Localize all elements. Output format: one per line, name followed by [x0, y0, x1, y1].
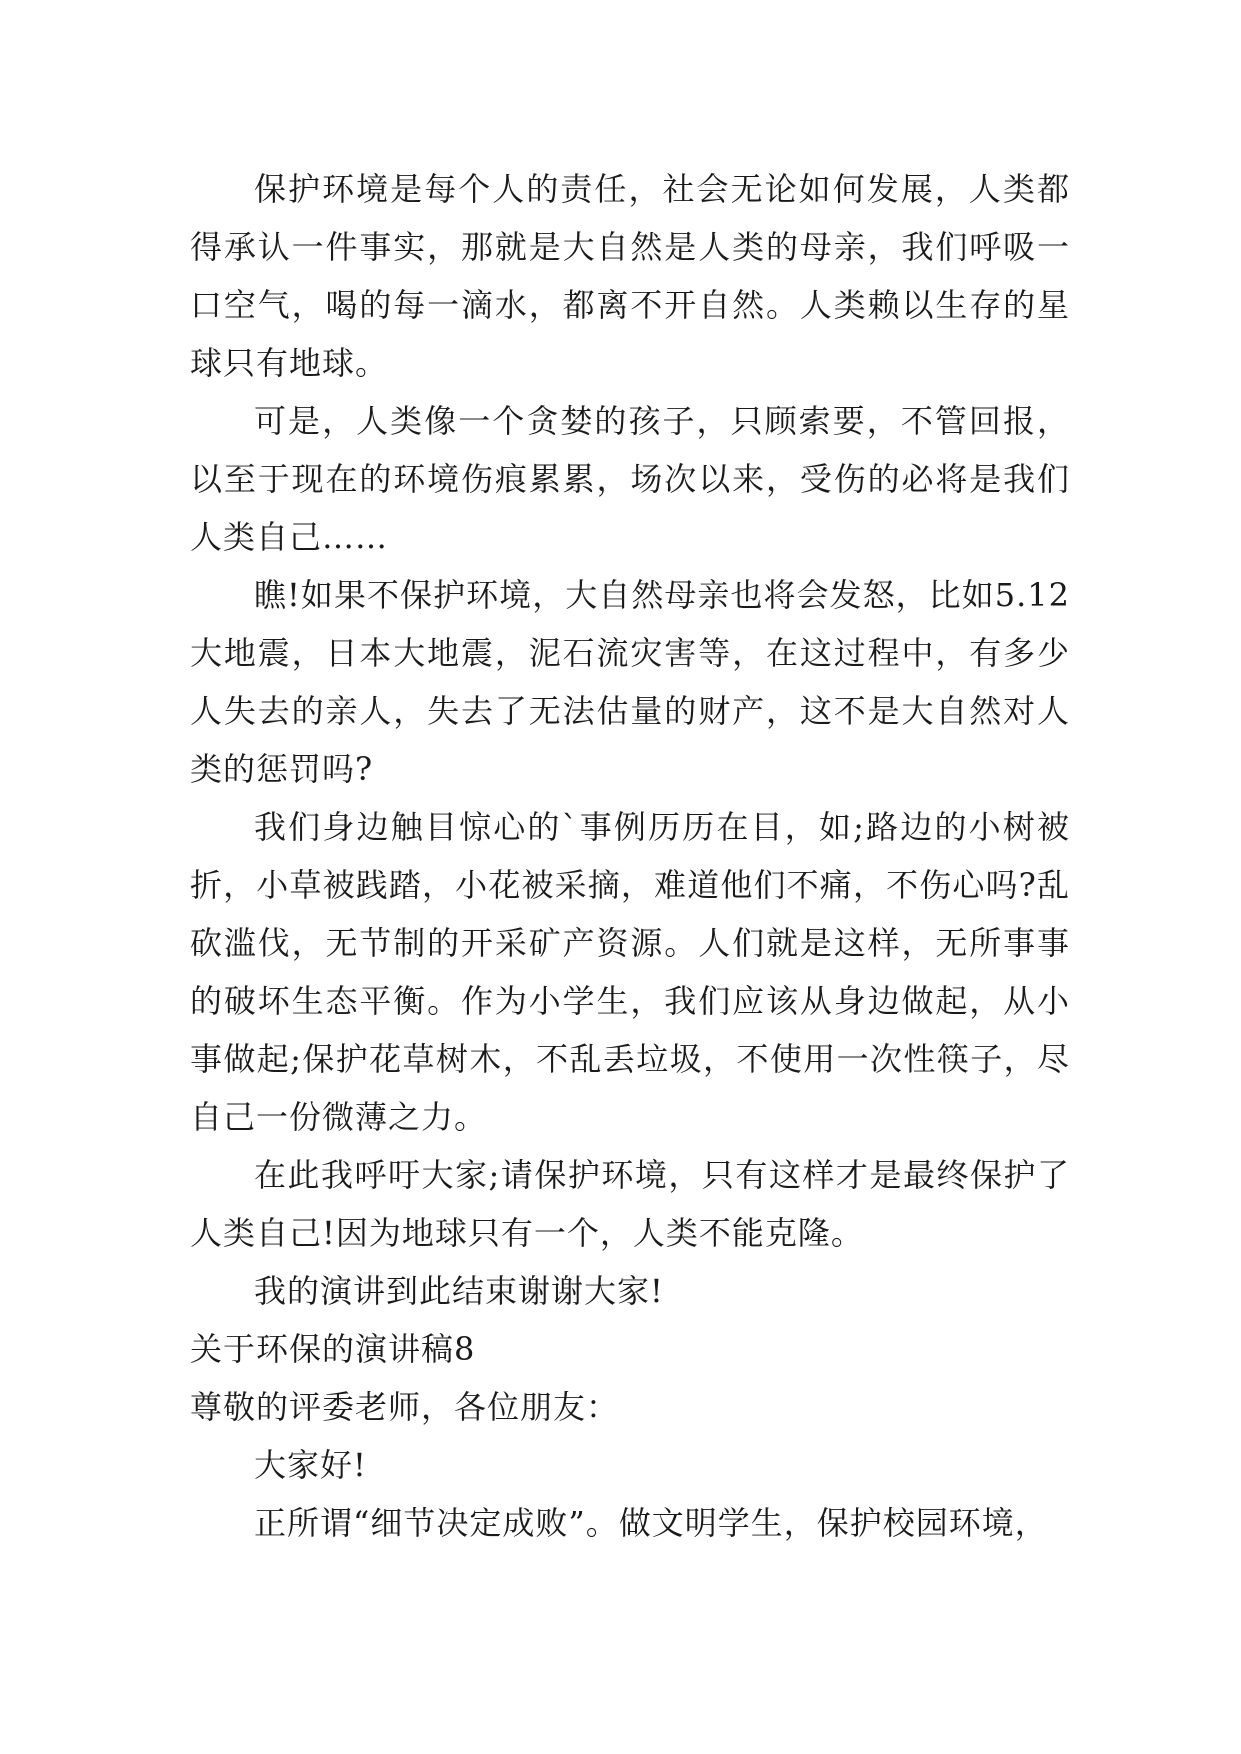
paragraph-greedy-child: 可是，人类像一个贪婪的孩子，只顾索要，不管回报，以至于现在的环境伤痕累累，场次以来，受伤的必将是我们人类自己…… [190, 402, 1070, 556]
paragraph-closing: 我的演讲到此结束谢谢大家! [254, 1272, 664, 1310]
greeting: 大家好! [254, 1446, 367, 1484]
paragraph-appeal: 在此我呼吁大家;请保护环境，只有这样才是最终保护了人类自己!因为地球只有一个，人类不能克隆。 [190, 1156, 1070, 1252]
document-body [190, 160, 1070, 1552]
section-heading: 关于环保的演讲稿8 [190, 1330, 476, 1368]
paragraph-examples: 我们身边触目惊心的`事例历历在目，如;路边的小树被折，小草被践踏，小花被采摘，难道他们不痛，不伤心吗?乱砍滥伐，无节制的开采矿产资源。人们就是这样，无所事事的破坏生态平衡。作为小学生，我们应该从身边做起，从小事做起;保护花草树木，不乱丢垃圾，不使用一次性筷子，尽自己一份微薄之力。 [190, 808, 1070, 1136]
paragraph-earthquake: 瞧!如果不保护环境，大自然母亲也将会发怒，比如5.12大地震，日本大地震，泥石流灾害等，在这过程中，有多少人失去的亲人，失去了无法估量的财产，这不是大自然对人类的惩罚吗? [190, 576, 1070, 788]
paragraph-details: 正所谓“细节决定成败”。做文明学生，保护校园环境， [254, 1504, 1048, 1542]
salutation: 尊敬的评委老师，各位朋友： [190, 1388, 620, 1426]
paragraph-responsibility: 保护环境是每个人的责任，社会无论如何发展，人类都得承认一件事实，那就是大自然是人类的母亲，我们呼吸一口空气，喝的每一滴水，都离不开自然。人类赖以生存的星球只有地球。 [190, 170, 1070, 382]
